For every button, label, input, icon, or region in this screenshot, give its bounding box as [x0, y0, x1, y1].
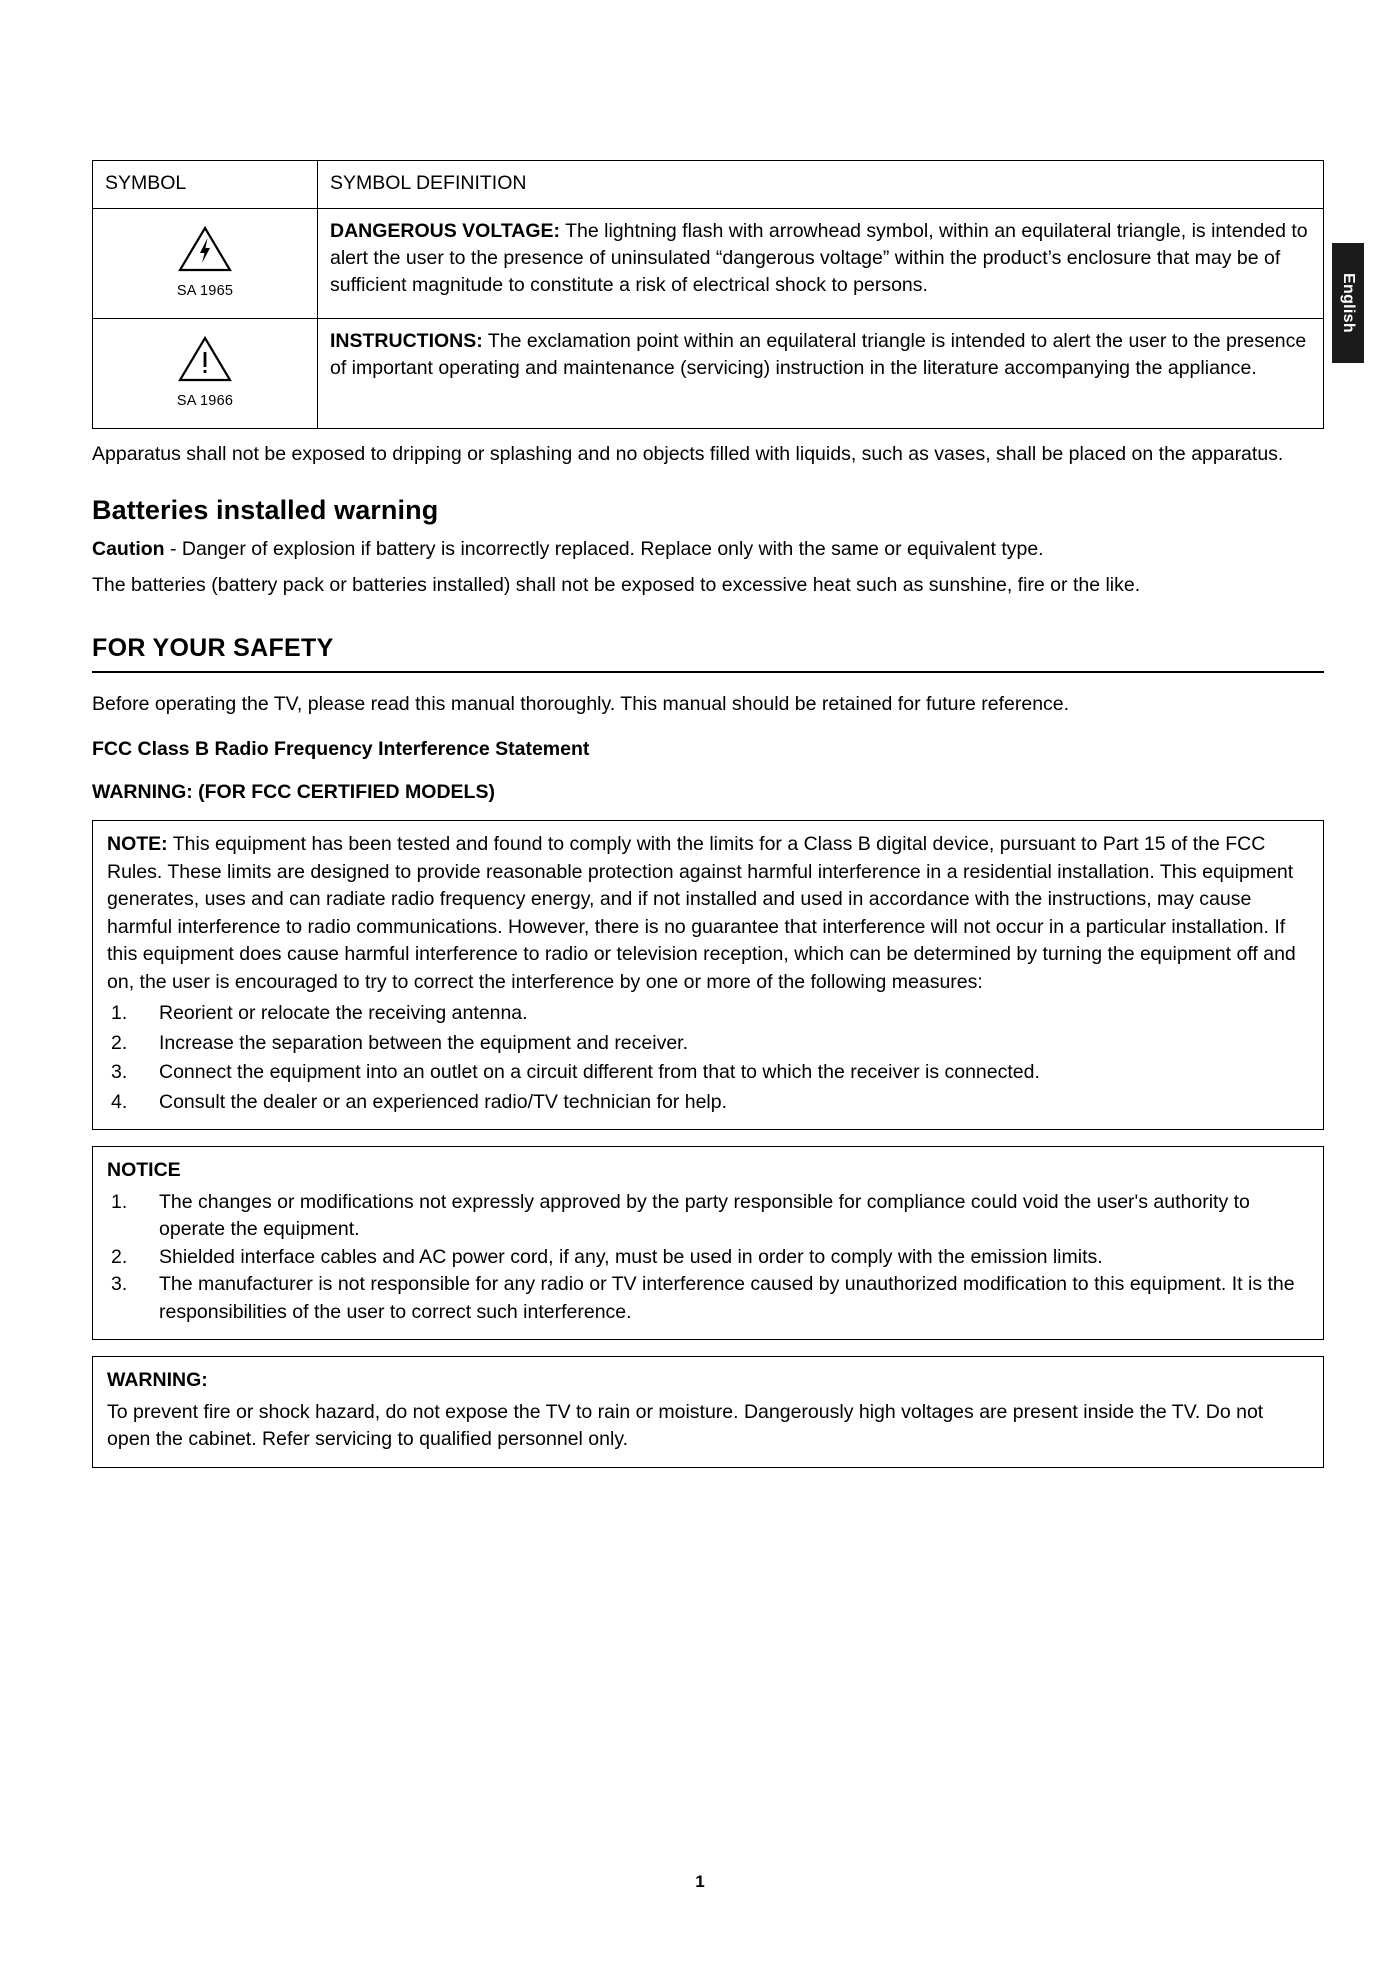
list-item-text: Shielded interface cables and AC power cord, if any, must be used in order to comply with the emission limits.	[159, 1245, 1103, 1268]
table-row	[93, 209, 1324, 319]
symbol-cell-instructions	[93, 319, 318, 429]
fcc-warning-subheading: WARNING: (FOR FCC CERTIFIED MODELS)	[92, 781, 495, 803]
definition-title: DANGEROUS VOLTAGE:	[330, 220, 561, 242]
list-item-number: 3.	[111, 1061, 128, 1083]
list-item-text: The changes or modifications not expressly approved by the party responsible for compliance could void the user's authority to operate the equipment.	[159, 1190, 1250, 1240]
batteries-heading: Batteries installed warning	[92, 494, 439, 525]
table-row	[93, 319, 1324, 429]
list-item	[107, 1030, 1309, 1058]
symbol-definition-table	[92, 160, 1324, 429]
batteries-heat-paragraph: The batteries (battery pack or batteries installed) shall not be exposed to excessive heat such as sunshine, fire or the like.	[92, 574, 1141, 596]
page-content	[92, 160, 1324, 1468]
list-item	[107, 1089, 1309, 1117]
definition-text: The lightning flash with arrowhead symbol, within an equilateral triangle, is intended to alert the user to the presence of uninsulated “dangerous voltage” within the product’s enclosure that may be of sufficient magnitude to constitute a risk of electrical shock to persons.	[330, 220, 1308, 296]
list-item	[107, 1000, 1309, 1028]
notice-box-title: NOTICE	[107, 1159, 181, 1181]
warning-box	[92, 1356, 1324, 1468]
list-item	[107, 1059, 1309, 1087]
definition-cell-instructions	[318, 319, 1324, 429]
exclamation-triangle-icon	[177, 334, 233, 384]
note-box-list	[107, 1000, 1309, 1116]
notice-box	[92, 1146, 1324, 1340]
definition-cell-dangerous-voltage	[318, 209, 1324, 319]
list-item-text: Consult the dealer or an experienced radio/TV technician for help.	[159, 1090, 728, 1113]
language-side-tab-label: English	[1340, 273, 1357, 333]
table-header-row	[93, 161, 1324, 209]
language-side-tab	[1332, 243, 1364, 363]
list-item	[107, 1271, 1309, 1326]
list-item-text: The manufacturer is not responsible for any radio or TV interference caused by unauthorized modification to this equipment. It is the responsibilities of the user to correct such interference.	[159, 1273, 1295, 1323]
list-item	[107, 1189, 1309, 1244]
safety-intro: Before operating the TV, please read this manual thoroughly. This manual should be retained for future reference.	[92, 692, 1070, 715]
list-item	[107, 1244, 1309, 1272]
heading-rule	[92, 671, 1324, 673]
safety-heading: FOR YOUR SAFETY	[92, 633, 334, 662]
definition-title: INSTRUCTIONS:	[330, 330, 483, 352]
note-box-title: NOTE:	[107, 833, 168, 855]
list-item-number: 3.	[111, 1273, 128, 1295]
caution-label: Caution	[92, 537, 165, 560]
symbol-caption: SA 1965	[176, 283, 234, 299]
note-box-text: This equipment has been tested and found to comply with the limits for a Class B digital device, pursuant to Part 15 of the FCC Rules. These limits are designed to provide reasonable protection against harmful interference in a residential installation. This equipment generates, uses and can radiate radio frequency energy, and if not installed and used in accordance with the instructions, may cause harmful interference to radio communications. However, there is no guarantee that interference will not occur in a particular installation. If this equipment does cause harmful interference to radio or television reception, which can be determined by turning the equipment off and on, the user is encouraged to try to correct the interference by one or more of the following measures:	[107, 833, 1296, 993]
apparatus-note: Apparatus shall not be exposed to dripping or splashing and no objects filled with liquids, such as vases, shall be placed on the apparatus.	[92, 443, 1284, 465]
list-item-number: 2.	[111, 1245, 128, 1268]
header-symbol-definition: SYMBOL DEFINITION	[318, 161, 1324, 209]
definition-text: The exclamation point within an equilateral triangle is intended to alert the user to the presence of important operating and maintenance (servicing) instruction in the literature accompanying the appliance.	[330, 330, 1307, 379]
warning-box-text: To prevent fire or shock hazard, do not expose the TV to rain or moisture. Dangerously high voltages are present inside the TV. Do not open the cabinet. Refer servicing to qualified personnel only.	[107, 1400, 1264, 1450]
list-item-text: Increase the separation between the equipment and receiver.	[159, 1031, 689, 1054]
warning-box-title: WARNING:	[107, 1369, 208, 1391]
list-item-number: 1.	[111, 1190, 128, 1213]
list-item-text: Reorient or relocate the receiving antenna.	[159, 1002, 528, 1024]
note-box	[92, 820, 1324, 1130]
list-item-number: 4.	[111, 1090, 128, 1113]
symbol-caption: SA 1966	[176, 393, 234, 409]
page-number: 1	[695, 1872, 705, 1891]
batteries-caution-paragraph	[92, 536, 1324, 564]
symbol-cell-dangerous-voltage	[93, 209, 318, 319]
header-symbol: SYMBOL	[93, 161, 318, 209]
notice-box-list	[107, 1189, 1309, 1327]
fcc-subheading: FCC Class B Radio Frequency Interference Statement	[92, 738, 590, 760]
list-item-number: 2.	[111, 1031, 128, 1054]
list-item-text: Connect the equipment into an outlet on a circuit different from that to which the receiver is connected.	[159, 1061, 1040, 1083]
caution-text: - Danger of explosion if battery is incorrectly replaced. Replace only with the same or equivalent type.	[164, 537, 1044, 560]
list-item-number: 1.	[111, 1002, 128, 1024]
note-box-paragraph	[107, 831, 1309, 996]
lightning-bolt-triangle-icon	[177, 224, 233, 274]
